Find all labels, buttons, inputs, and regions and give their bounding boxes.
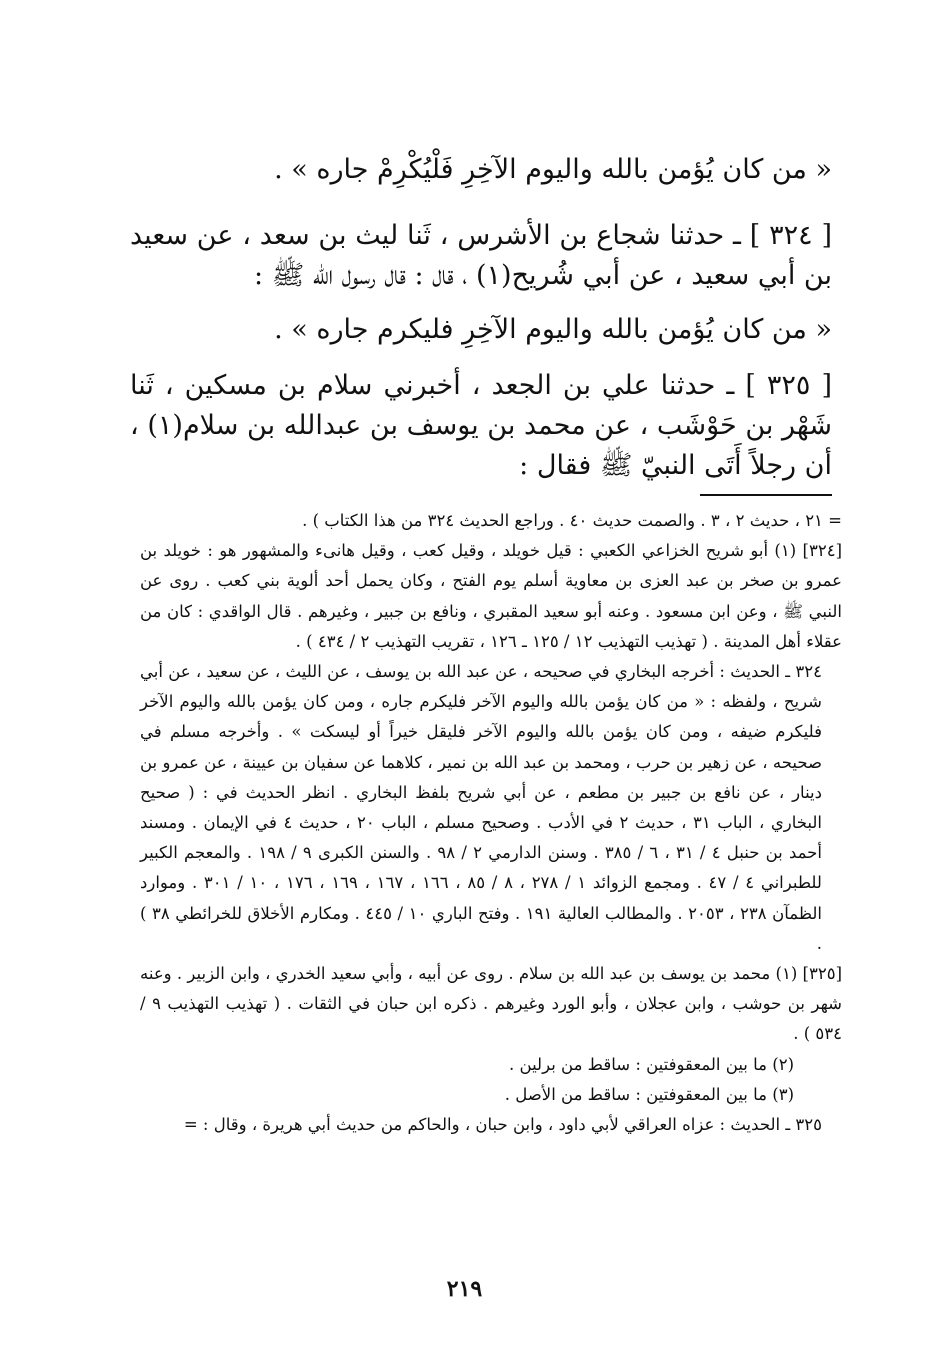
page-number: ٢١٩ [446,1276,483,1302]
footnote: = ٢١ ، حديث ٢ ، ٣ . والصمت حديث ٤٠ . وراجع الحديث ٣٢٤ من هذا الكتاب ) . [302,511,842,530]
hadith-324: [ ٣٢٤ ] ـ حدثنا شجاع بن الأشرس ، ثَنا ليث بن سعد ، عن سعيد بن أبي سعيد ، عن أبي شُريح(١) ، قال : قال رسول الله ﷺ : [130,220,832,291]
footnote: ٣٢٤ ـ الحديث : أخرجه البخاري في صحيحه ، عن عبد الله بن يوسف ، عن الليث ، عن سعيد ، عن أبي شريح ، ولفظه : « من كان يؤمن بالله واليوم الآخر فليكرم جاره ، ومن كان يؤمن بالله واليوم الآخر فليكرم ضيفه ، ومن كان يؤمن بالله واليوم الآخر فليقل خيراً أو ليسكت » . وأخرجه مسلم في صحيحه ، عن زهير بن حرب ، ومحمد بن عبد الله بن نمير ، كلاهما عن سفيان بن عيينة ، عن عمرو بن دينار ، عن نافع بن جبير بن مطعم ، عن أبي شريح بلفظ البخاري . انظر الحديث في : ( صحيح البخاري ، الباب ٣١ ، حديث ٢ في الأدب . وصحيح مسلم ، الباب ٢٠ ، حديث ٤ في الإيمان . ومسند أحمد بن حنبل ٤ / ٣١ ، ٦ / ٣٨٥ . وسنن الدارمي ٢ / ٩٨ . والسنن الكبرى ٩ / ١٩٨ . والمعجم الكبير للطبراني ٤ / ٤٧ . ومجمع الزوائد ١ / ٢٧٨ ، ٨ / ٨٥ ، ١٦٦ ، ١٦٧ ، ١٦٩ ، ١٧٦ ، ١٠ / ٣٠١ . وموارد الظمآن ٢٣٨ ، ٢٠٥٣ . والمطالب العالية ١٩١ . وفتح الباري ١٠ / ٤٤٥ . ومكارم الأخلاق للخرائطي ٣٨ ) . [140,662,822,953]
footnote: [٣٢٥] (١) محمد بن يوسف بن عبد الله بن سلام . روى عن أبيه ، وأبي سعيد الخدري ، وابن الزبير . وعنه شهر بن حوشب ، وابن عجلان ، وأبو الورد وغيرهم . ذكره ابن حبان في الثقات . ( تهذيب التهذيب ٩ / ٥٣٤ ) . [140,964,842,1044]
footnote: ٣٢٥ ـ الحديث : عزاه العراقي لأبي داود ، وابن حبان ، والحاكم من حديث أبي هريرة ، وقال : = [183,1115,822,1135]
footnote: (٣) ما بين المعقوفتين : ساقط من الأصل . [504,1084,794,1104]
hadith-quote: « من كان يُؤمن بالله واليوم الآخِرِ فليكرم جاره » . [274,314,832,345]
footnote: [٣٢٤] (١) أبو شريح الخزاعي الكعبي : قيل خويلد ، وقيل كعب ، وقيل هانىء والمشهور هو : خويلد بن عمرو بن صخر بن عبد العزى بن معاوية أسلم يوم الفتح ، وكان يحمل أحد ألوية بني كعب . روى عن النبي ﷺ ، وعن ابن مسعود . وعنه أبو سعيد المقبري ، ونافع بن جبير ، وغيرهم . قال الواقدي : كان من عقلاء أهل المدينة . ( تهذيب التهذيب ١٢ / ١٢٥ ـ ١٢٦ ، تقريب التهذيب ٢ / ٤٣٤ ) . [140,541,842,651]
hadith-325: [ ٣٢٥ ] ـ حدثنا علي بن الجعد ، أخبرني سلام بن مسكين ، ثَنا شَهْر بن حَوْشَب ، عن محمد بن يوسف بن عبدالله بن سلام(١) ، أن رجلاً أَتَى النبيّ ﷺ فقال : [130,370,832,481]
footnotes [140,506,842,1140]
hadith-quote: « من كان يُؤمن بالله والیوم الآخِرِ فَلْيُكْرِمْ جاره » . [274,154,832,185]
footnote-separator [700,494,832,496]
footnote: (٢) ما بين المعقوفتين : ساقط من برلين . [509,1054,794,1074]
